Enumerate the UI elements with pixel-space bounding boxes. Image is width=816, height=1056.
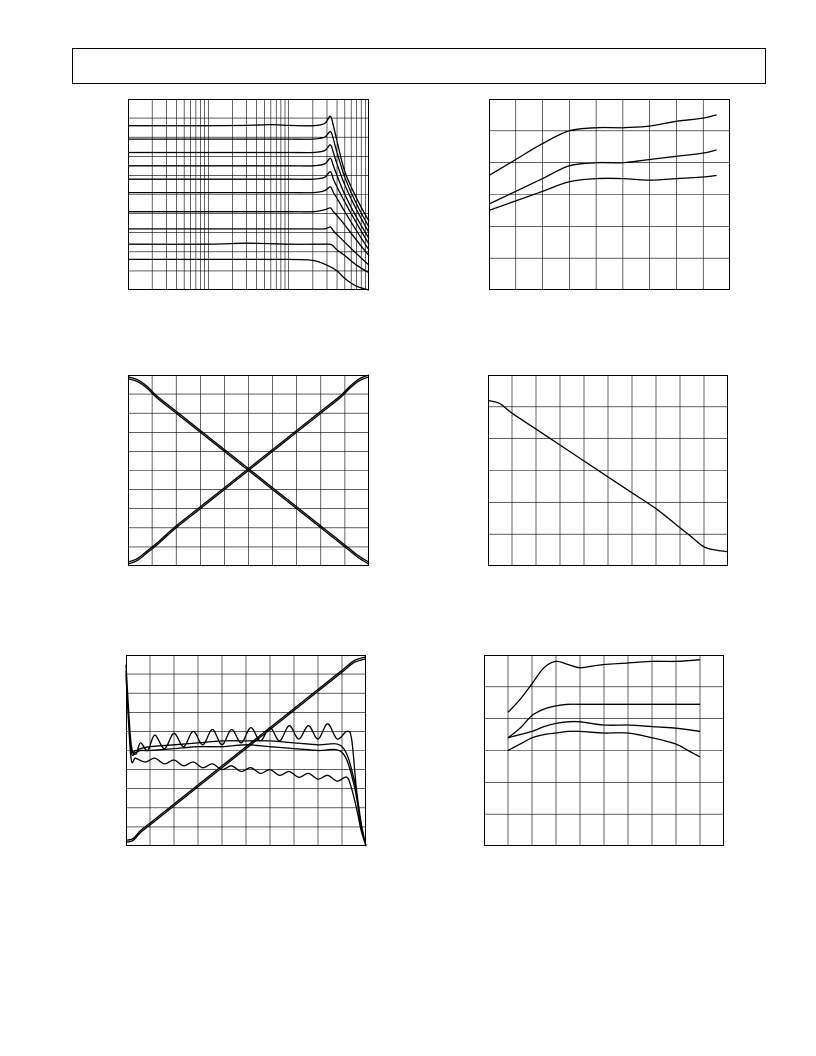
- series-line-5: [128, 172, 369, 245]
- three-curve-rising-chart: [489, 99, 730, 290]
- page-header-box: [72, 48, 766, 84]
- single-decreasing-chart: [488, 375, 728, 566]
- series-line-2: [489, 150, 717, 204]
- series-line-1: [489, 115, 717, 175]
- four-curve-plateau-chart: [484, 655, 724, 846]
- series-line-3: [489, 175, 717, 210]
- ramp-and-ripple-chart: [126, 655, 366, 846]
- series-line-1: [128, 116, 369, 221]
- series-line-4: [128, 158, 369, 238]
- series-line-6: [128, 187, 369, 250]
- series-line-10: [128, 259, 369, 290]
- crossing-lines-chart: [128, 375, 369, 566]
- series-line-3: [128, 145, 369, 233]
- series-line-7: [128, 208, 369, 256]
- frequency-response-chart: [128, 99, 369, 290]
